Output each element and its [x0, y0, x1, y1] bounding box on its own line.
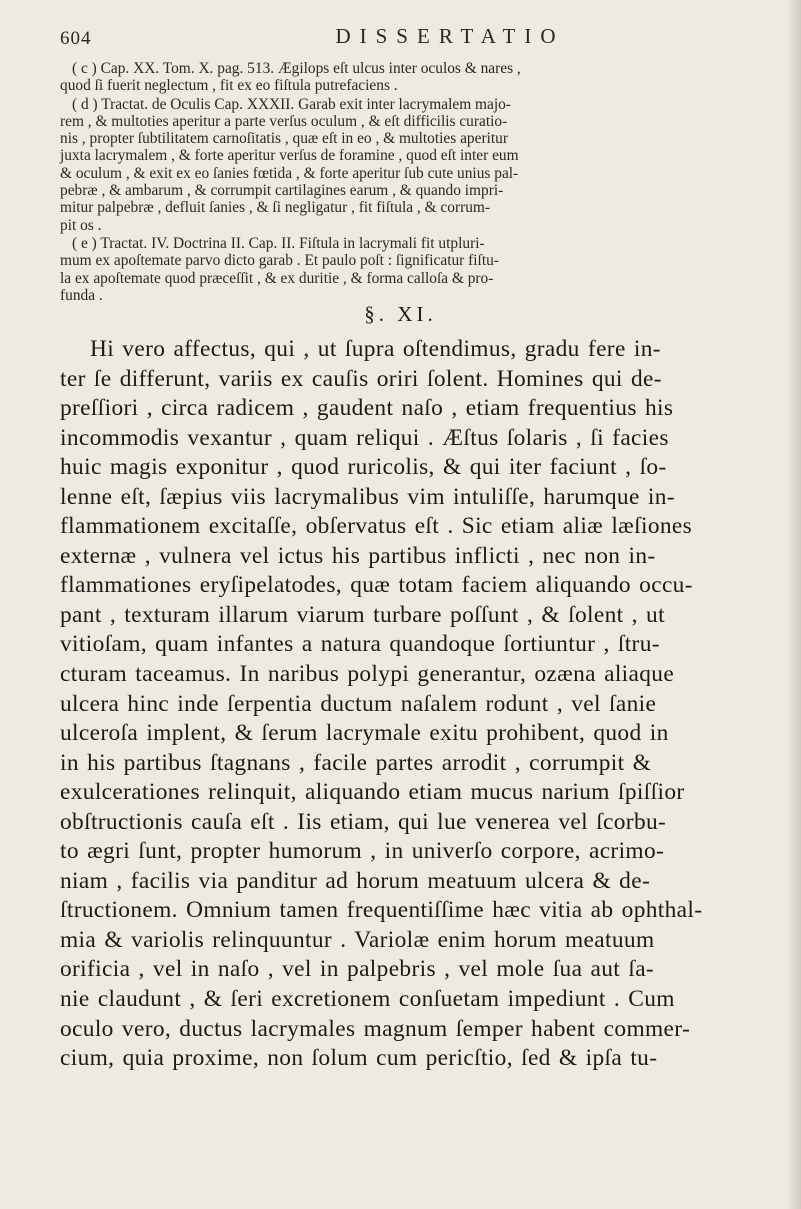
body-line: vitioſam, quam infantes a natura quandoque ſortiuntur , ſtru-	[60, 631, 660, 658]
body-line: cturam taceamus. In naribus polypi generantur, ozæna aliaque	[60, 661, 675, 688]
body-line: niam , facilis via panditur ad horum meatuum ulcera & de-	[60, 867, 651, 894]
footnote-c	[60, 60, 760, 95]
body-line: Hi vero affectus, qui , ut ſupra oſtendimus, gradu fere in-	[90, 336, 661, 362]
body-line: ter ſe differunt, variis ex cauſis oriri ſolent. Homines qui de-	[60, 365, 662, 392]
body-line: externæ , vulnera vel ictus his partibus inflicti , nec non in-	[60, 542, 656, 569]
body-line: cium, quia proxime, non ſolum cum pericſtio, ſed & ipſa tu-	[60, 1045, 658, 1072]
footnote-line: quod ſi fuerit neglectum , fit ex eo fiſtula putrefaciens .	[60, 77, 398, 95]
page-number: 604	[60, 28, 92, 49]
body-line: ſtructionem. Omnium tamen frequentiſſime hæc vitia ab ophthal-	[60, 897, 703, 924]
body-line: pant , texturam illarum viarum turbare poſſunt , & ſolent , ut	[60, 601, 665, 628]
footnote-line: juxta lacrymalem , & forte aperitur verſus de foramine , quod eſt inter eum	[60, 147, 519, 165]
body-line: nie claudunt , & ſeri excretionem conſuetam impediunt . Cum	[60, 986, 675, 1013]
footnote-line: mitur palpebræ , defluit ſanies , & ſi negligatur , fit fiſtula , & corrum-	[60, 199, 490, 217]
footnote-line: ( c ) Cap. XX. Tom. X. pag. 513. Ægilops eſt ulcus inter oculos & nares ,	[72, 60, 521, 77]
footnote-line: la ex apoſtemate quod præceſſit , & ex duritie , & forma calloſa & pro-	[60, 269, 494, 287]
footnote-line: pit os .	[60, 216, 102, 234]
body-line: incommodis vexantur , quam reliqui . Æſtus ſolaris , ſi facies	[60, 424, 669, 451]
body-line: in his partibus ſtagnans , facile partes arrodit , corrumpit &	[60, 749, 652, 776]
body-line: exulcerationes relinquit, aliquando etiam mucus narium ſpiſſior	[60, 779, 685, 806]
page-edge-shadow	[787, 0, 801, 1209]
footnote-line: ( e ) Tractat. IV. Doctrina II. Cap. II. Fiſtula in lacrymali fit utpluri-	[72, 234, 485, 252]
footnote-d	[60, 96, 760, 234]
footnote-line: & oculum , & exit ex eo ſanies fœtida , & forte aperitur ſub cute unius pal-	[60, 164, 519, 182]
body-line: huic magis exponitur , quod ruricolis, & qui iter faciunt , ſo-	[60, 454, 667, 481]
footnotes	[60, 60, 760, 305]
footnote-e	[60, 235, 760, 304]
body-line: orificia , vel in naſo , vel in palpebris , vel mole ſua aut ſa-	[60, 956, 655, 983]
body-line: lenne eſt, ſæpius viis lacrymalibus vim intuliſſe, harumque in-	[60, 483, 675, 510]
body-line: ulceroſa implent, & ſerum lacrymale exitu prohibent, quod in	[60, 720, 669, 747]
footnote-line: mum ex apoſtemate parvo dicto garab . Et paulo poſt : ſignificatur fiſtu-	[60, 252, 499, 270]
body-text	[60, 335, 760, 1074]
body-line: mia & variolis relinquuntur . Variolæ enim horum meatuum	[60, 926, 655, 953]
section-heading: §. XI.	[364, 302, 437, 326]
footnote-line: pebræ , & ambarum , & corrumpit cartilagines earum , & quando impri-	[60, 182, 504, 200]
page-header	[60, 22, 760, 56]
body-line: preſſiori , circa radicem , gaudent naſo , etiam frequentius his	[60, 395, 674, 422]
body-line: oculo vero, ductus lacrymales magnum ſemper habent commer-	[60, 1015, 691, 1042]
footnote-line: funda .	[60, 286, 103, 304]
body-line: to ægri ſunt, propter humorum , in univerſo corpore, acrimo-	[60, 838, 665, 865]
body-line: obſtructionis cauſa eſt . Iis etiam, qui lue venerea vel ſcorbu-	[60, 808, 667, 835]
footnote-line: rem , & multoties aperitur a parte verſus oculum , & eſt difficilis curatio-	[60, 112, 508, 130]
footnote-line: nis , propter ſubtilitatem carnoſitatis , quæ eſt in eo , & multoties aperitur	[60, 130, 508, 148]
body-line: ulcera hinc inde ſerpentia ductum naſalem rodunt , vel ſanie	[60, 690, 657, 717]
body-line: flammationes eryſipelatodes, quæ totam faciem aliquando occu-	[60, 572, 693, 599]
body-line: flammationem excitaſſe, obſervatus eſt . Sic etiam aliæ læſiones	[60, 513, 693, 540]
footnote-line: ( d ) Tractat. de Oculis Cap. XXXII. Garab exit inter lacrymalem majo-	[72, 95, 511, 113]
running-head: DISSERTATIO	[335, 24, 565, 48]
